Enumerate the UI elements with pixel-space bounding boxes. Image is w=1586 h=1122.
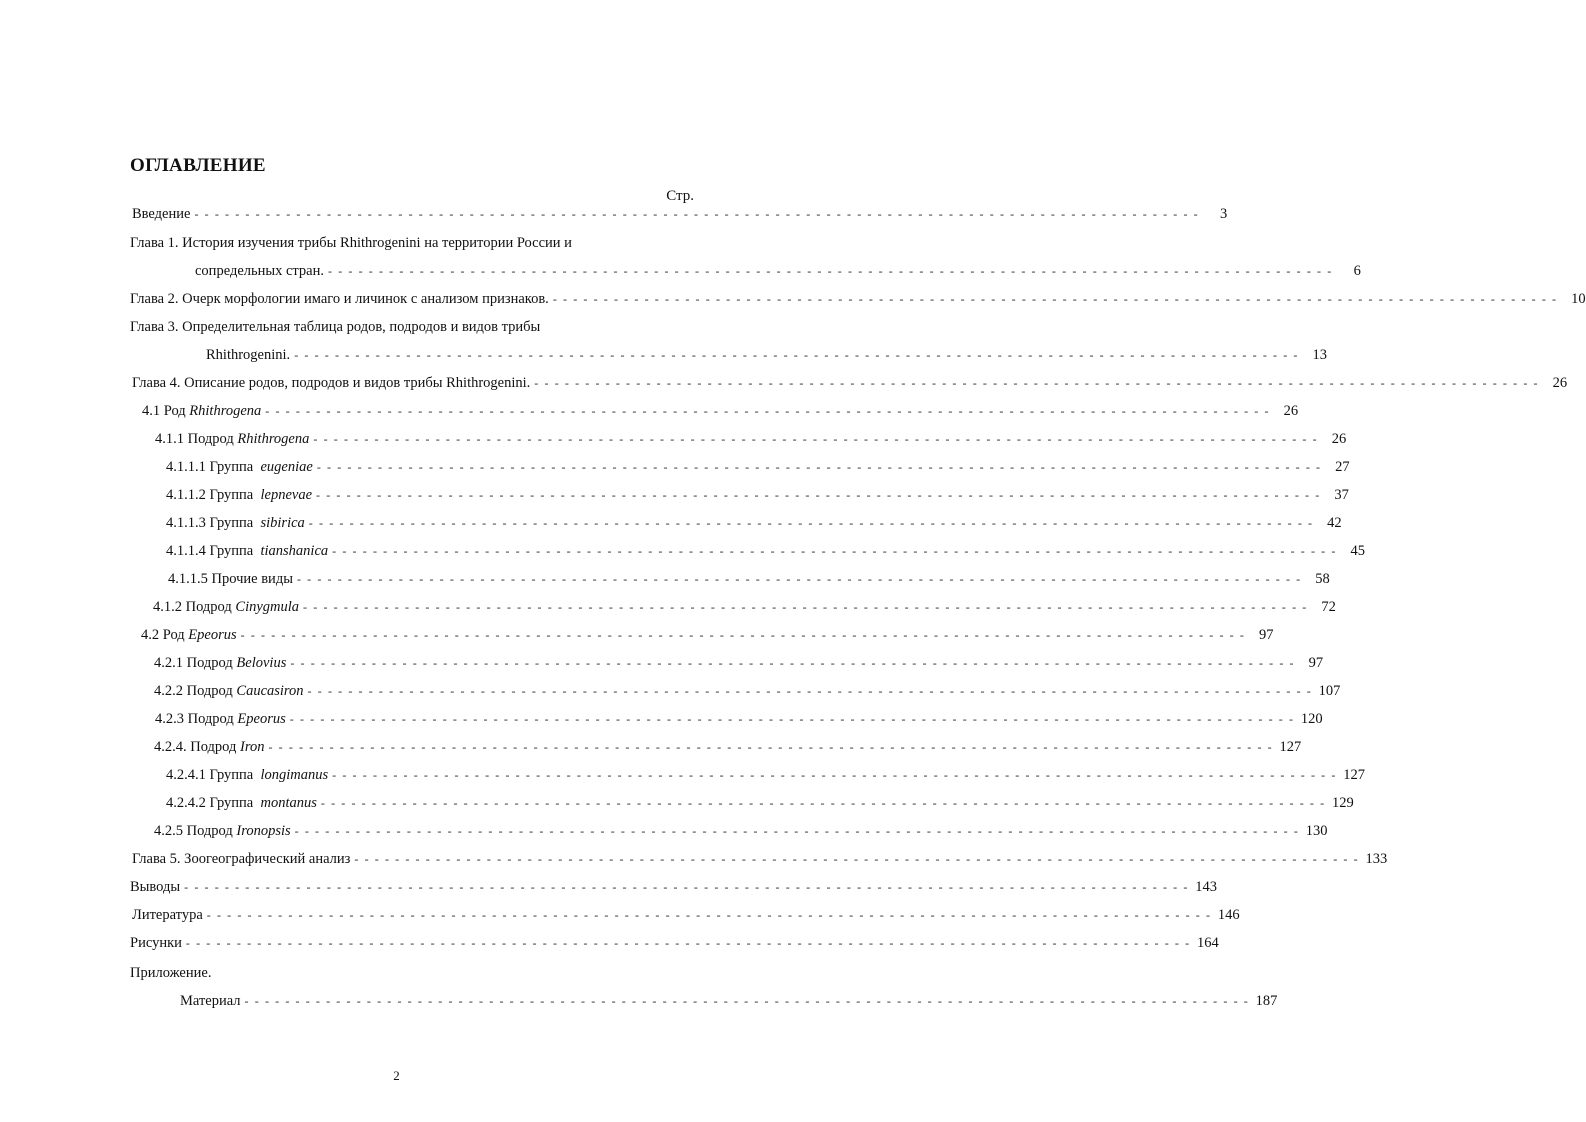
- toc-entry-page: 26: [1283, 403, 1299, 419]
- toc-entry-label: Введение: [132, 206, 191, 222]
- dot-leader: - - - - - - - - - - - - - - - - - - - - - - - - - - - - - - - - - - - - - - - - - - - - - - - - - - - - - - - - - - - - - - - - - - - - - - - - - - - - - - - - - - - - - - - - - - - - - - - - - - -: [320, 796, 1326, 810]
- taxon-name: Belovius: [236, 655, 287, 671]
- toc-entry-label: Рисунки: [130, 935, 182, 951]
- dot-leader: - - - - - - - - - - - - - - - - - - - - - - - - - - - - - - - - - - - - - - - - - - - - - - - - - - - - - - - - - - - - - - - - - - - - - - - - - - - - - - - - - - - - - - - - - - - - - - - - - - -: [308, 516, 1314, 530]
- toc-entry-page: 97: [1258, 627, 1274, 643]
- toc-entry-label: 4.1.1.3 Группа sibirica: [166, 515, 305, 531]
- toc-entry-4-2-2[interactable]: [154, 683, 1341, 705]
- toc-entry-label: 4.2.1 Подрод Belovius: [154, 655, 287, 671]
- toc-entry-ch2[interactable]: [130, 291, 1586, 313]
- toc-entry-label: 4.1.1.1 Группа eugeniae: [166, 459, 313, 475]
- toc-entry-4-1-1-2[interactable]: [166, 487, 1349, 509]
- toc-entry-label: Глава 2. Очерк морфологии имаго и личинок с анализом признаков.: [130, 291, 549, 307]
- toc-entry-page: 129: [1331, 795, 1354, 811]
- toc-entry-label: Глава 5. Зоогеографический анализ: [132, 851, 351, 867]
- dot-leader: - - - - - - - - - - - - - - - - - - - - - - - - - - - - - - - - - - - - - - - - - - - - - - - - - - - - - - - - - - - - - - - - - - - - - - - - - - - - - - - - - - - - - - - - - - - - - - - - - - -: [552, 292, 1558, 306]
- toc-entry-page: 6: [1353, 263, 1361, 279]
- taxon-name: tianshanica: [260, 543, 329, 559]
- page-title: ОГЛАВЛЕНИЕ: [130, 155, 266, 176]
- dot-leader: - - - - - - - - - - - - - - - - - - - - - - - - - - - - - - - - - - - - - - - - - - - - - - - - - - - - - - - - - - - - - - - - - - - - - - - - - - - - - - - - - - - - - - - - - - - - - - - - - - -: [268, 740, 1274, 754]
- toc-entry-label: 4.1.2 Подрод Cinygmula: [153, 599, 300, 615]
- toc-entry-label: 4.2.4.1 Группа longimanus: [166, 767, 329, 783]
- taxon-name: Epeorus: [237, 711, 286, 727]
- toc-entry-label: 4.1.1.4 Группа tianshanica: [166, 543, 329, 559]
- dot-leader: - - - - - - - - - - - - - - - - - - - - - - - - - - - - - - - - - - - - - - - - - - - - - - - - - - - - - - - - - - - - - - - - - - - - - - - - - - - - - - - - - - - - - - - - - - - - - - - - - - -: [240, 628, 1246, 642]
- taxon-name: Rhithrogena: [189, 403, 262, 419]
- dot-leader: - - - - - - - - - - - - - - - - - - - - - - - - - - - - - - - - - - - - - - - - - - - - - - - - - - - - - - - - - - - - - - - - - - - - - - - - - - - - - - - - - - - - - - - - - - - - - - - - - - -: [316, 488, 1321, 502]
- toc-entry-label: 4.2.5 Подрод Ironopsis: [154, 823, 291, 839]
- taxon-name: Caucasiron: [236, 683, 304, 699]
- toc-entry-4-1-1-5[interactable]: [168, 571, 1330, 593]
- dot-leader: - - - - - - - - - - - - - - - - - - - - - - - - - - - - - - - - - - - - - - - - - - - - - - - - - - - - - - - - - - - - - - - - - - - - - - - - - - - - - - - - - - - - - - - - - - - - - - - - - - -: [244, 994, 1250, 1008]
- dot-leader: - - - - - - - - - - - - - - - - - - - - - - - - - - - - - - - - - - - - - - - - - - - - - - - - - - - - - - - - - - - - - - - - - - - - - - - - - - - - - - - - - - - - - - - - - - - - - - - - - - -: [534, 376, 1540, 390]
- toc-entry-label: 4.1.1 Подрод Rhithrogena: [155, 431, 310, 447]
- toc-entry-label: 4.2 Род Epeorus: [141, 627, 237, 643]
- toc-entry-page: 58: [1315, 571, 1330, 587]
- dot-leader: - - - - - - - - - - - - - - - - - - - - - - - - - - - - - - - - - - - - - - - - - - - - - - - - - - - - - - - - - - - - - - - - - - - - - - - - - - - - - - - - - - - - - - - - - - - - - - - - - - -: [289, 712, 1295, 726]
- toc-entry-page: 27: [1335, 459, 1350, 475]
- dot-leader: - - - - - - - - - - - - - - - - - - - - - - - - - - - - - - - - - - - - - - - - - - - - - - - - - - - - - - - - - - - - - - - - - - - - - - - - - - - - - - - - - - - - - - - - - - - - - - - - - - -: [303, 600, 1308, 614]
- toc-entry-label: Литература: [132, 907, 203, 923]
- toc-entry-ch4[interactable]: [132, 375, 1568, 397]
- dot-leader: - - - - - - - - - - - - - - - - - - - - - - - - - - - - - - - - - - - - - - - - - - - - - - - - - - - - - - - - - - - - - - - - - - - - - - - - - - - - - - - - - - - - - - - - - - - - - - - - - - -: [185, 936, 1191, 950]
- taxon-name: longimanus: [260, 767, 329, 783]
- toc-entry-page: 146: [1217, 907, 1240, 923]
- toc-entry-ch1-line1: Глава 1. История изучения трибы Rhithrogenini на территории России и: [130, 235, 572, 251]
- toc-entry-material[interactable]: [180, 993, 1278, 1015]
- taxon-name: Ironopsis: [236, 823, 291, 839]
- toc-entry-page: 3: [1220, 206, 1228, 222]
- toc-entry-label: 4.2.4.2 Группа montanus: [166, 795, 317, 811]
- toc-entry-4-1-2[interactable]: [153, 599, 1336, 621]
- dot-leader: - - - - - - - - - - - - - - - - - - - - - - - - - - - - - - - - - - - - - - - - - - - - - - - - - - - - - - - - - - - - - - - - - - - - - - - - - - - - - - - - - - - - - - - - - - - - - - - - - - -: [206, 908, 1212, 922]
- toc-entry-label: 4.1 Род Rhithrogena: [142, 403, 262, 419]
- dot-leader: - - - - - - - - - - - - - - - - - - - - - - - - - - - - - - - - - - - - - - - - - - - - - - - - - - - - - - - - - - - - - - - - - - - - - - - - - - - - - - - - - - - - - - - - - - - - - - - - - - -: [354, 852, 1360, 866]
- dot-leader: - - - - - - - - - - - - - - - - - - - - - - - - - - - - - - - - - - - - - - - - - - - - - - - - - - - - - - - - - - - - - - - - - - - - - - - - - - - - - - - - - - - - - - - - - - - - - - - - - - -: [290, 656, 1296, 670]
- toc-entry-page: 26: [1552, 375, 1568, 391]
- dot-leader: - - - - - - - - - - - - - - - - - - - - - - - - - - - - - - - - - - - - - - - - - - - - - - - - - - - - - - - - - - - - - - - - - - - - - - - - - - - - - - - - - - - - - - - - - - - - - - - - - - -: [332, 768, 1337, 782]
- toc-entry-label: Выводы: [130, 879, 181, 895]
- taxon-name: sibirica: [260, 515, 305, 531]
- toc-entry-page: 133: [1365, 851, 1388, 867]
- toc-entry-4-1-1-1[interactable]: [166, 459, 1350, 481]
- toc-entry-label: Rhithrogenini.: [206, 347, 291, 363]
- toc-entry-label: сопредельных стран.: [195, 263, 324, 279]
- toc-entry-label: Материал: [180, 993, 241, 1009]
- toc-entry-conclusions[interactable]: [130, 879, 1217, 901]
- dot-leader: - - - - - - - - - - - - - - - - - - - - - - - - - - - - - - - - - - - - - - - - - - - - - - - - - - - - - - - - - - - - - - - - - - - - - - - - - - - - - - - - - - - - - - - - - - - - - - - - - - -: [332, 544, 1337, 558]
- toc-entry-page: 107: [1318, 683, 1341, 699]
- dot-leader: - - - - - - - - - - - - - - - - - - - - - - - - - - - - - - - - - - - - - - - - - - - - - - - - - - - - - - - - - - - - - - - - - - - - - - - - - - - - - - - - - - - - - - - - - - - - - - - - - - -: [294, 824, 1300, 838]
- toc-entry-4-2-5[interactable]: [154, 823, 1328, 845]
- toc-entry-page: 143: [1195, 879, 1217, 895]
- toc-entry-4-2-3[interactable]: [155, 711, 1323, 733]
- taxon-name: Iron: [240, 739, 265, 755]
- toc-entry-ch5[interactable]: [132, 851, 1388, 873]
- dot-leader: - - - - - - - - - - - - - - - - - - - - - - - - - - - - - - - - - - - - - - - - - - - - - - - - - - - - - - - - - - - - - - - - - - - - - - - - - - - - - - - - - - - - - - - - - - - - - - - - - - -: [265, 404, 1271, 418]
- dot-leader: - - - - - - - - - - - - - - - - - - - - - - - - - - - - - - - - - - - - - - - - - - - - - - - - - - - - - - - - - - - - - - - - - - - - - - - - - - - - - - - - - - - - - - - - - - - - - - - - - - -: [184, 880, 1189, 894]
- toc-entry-page: 10: [1571, 291, 1586, 307]
- taxon-name: Rhithrogena: [237, 431, 310, 447]
- toc-entry-page: 97: [1308, 655, 1324, 671]
- page-number: 2: [393, 1068, 400, 1083]
- toc-entry-4-1-1-3[interactable]: [166, 515, 1342, 537]
- page-column-header: Стр.: [666, 188, 694, 204]
- dot-leader: - - - - - - - - - - - - - - - - - - - - - - - - - - - - - - - - - - - - - - - - - - - - - - - - - - - - - - - - - - - - - - - - - - - - - - - - - - - - - - - - - - - - - - - - - - - - - - - - - - -: [313, 432, 1319, 446]
- toc-entry-4-2-4[interactable]: [154, 739, 1302, 761]
- toc-entry-4-2-1[interactable]: [154, 655, 1324, 677]
- toc-entry-intro[interactable]: [132, 206, 1228, 228]
- toc-entry-literature[interactable]: [132, 907, 1240, 929]
- toc-entry-ch3-line1: Глава 3. Определительная таблица родов, подродов и видов трибы: [130, 319, 541, 335]
- toc-entry-page: 45: [1350, 543, 1365, 559]
- taxon-name: Cinygmula: [235, 599, 300, 615]
- toc-entry-page: 130: [1305, 823, 1328, 839]
- dot-leader: - - - - - - - - - - - - - - - - - - - - - - - - - - - - - - - - - - - - - - - - - - - - - - - - - - - - - - - - - - - - - - - - - - - - - - - - - - - - - - - - - - - - - - - - - - - - - - - - - - -: [328, 264, 1333, 278]
- toc-entry-label: 4.2.2 Подрод Caucasiron: [154, 683, 304, 699]
- toc-entry-4-2[interactable]: [141, 627, 1274, 649]
- toc-entry-page: 72: [1321, 599, 1336, 615]
- taxon-name: lepnevae: [260, 487, 313, 503]
- taxon-name: Epeorus: [188, 627, 237, 643]
- toc-entry-label: 4.2.3 Подрод Epeorus: [155, 711, 286, 727]
- toc-entry-page: 37: [1334, 487, 1349, 503]
- toc-entry-4-2-4-2[interactable]: [166, 795, 1354, 817]
- toc-entry-page: 120: [1300, 711, 1323, 727]
- toc-entry-appendix: Приложение.: [130, 965, 212, 981]
- toc-entry-4-1[interactable]: [142, 403, 1299, 425]
- toc-entry-page: 127: [1279, 739, 1302, 755]
- toc-entry-4-2-4-1[interactable]: [166, 767, 1365, 789]
- toc-entry-page: 13: [1312, 347, 1327, 363]
- toc-entry-page: 26: [1331, 431, 1347, 447]
- taxon-name: montanus: [260, 795, 317, 811]
- toc-entry-figures[interactable]: [130, 935, 1219, 957]
- toc-entry-label: 4.1.1.2 Группа lepnevae: [166, 487, 313, 503]
- dot-leader: - - - - - - - - - - - - - - - - - - - - - - - - - - - - - - - - - - - - - - - - - - - - - - - - - - - - - - - - - - - - - - - - - - - - - - - - - - - - - - - - - - - - - - - - - - - - - - - - - - -: [294, 348, 1299, 362]
- toc-entry-4-1-1[interactable]: [155, 431, 1347, 453]
- dot-leader: - - - - - - - - - - - - - - - - - - - - - - - - - - - - - - - - - - - - - - - - - - - - - - - - - - - - - - - - - - - - - - - - - - - - - - - - - - - - - - - - - - - - - - - - - - - - - - - - - - -: [316, 460, 1322, 474]
- toc-entry-4-1-1-4[interactable]: [166, 543, 1365, 565]
- toc-entry-page: 164: [1196, 935, 1219, 951]
- toc-entry-page: 187: [1255, 993, 1278, 1009]
- toc-entry-label: Глава 4. Описание родов, подродов и видов трибы Rhithrogenini.: [132, 375, 531, 391]
- toc-entry-label: 4.2.4. Подрод Iron: [154, 739, 265, 755]
- toc-entry-ch1[interactable]: [195, 263, 1361, 285]
- dot-leader: - - - - - - - - - - - - - - - - - - - - - - - - - - - - - - - - - - - - - - - - - - - - - - - - - - - - - - - - - - - - - - - - - - - - - - - - - - - - - - - - - - - - - - - - - - - - - - - - - - -: [296, 572, 1302, 586]
- toc-entry-page: 42: [1327, 515, 1342, 531]
- dot-leader: - - - - - - - - - - - - - - - - - - - - - - - - - - - - - - - - - - - - - - - - - - - - - - - - - - - - - - - - - - - - - - - - - - - - - - - - - - - - - - - - - - - - - - - - - - - - - - - - - - -: [307, 684, 1313, 698]
- taxon-name: eugeniae: [260, 459, 313, 475]
- dot-leader: - - - - - - - - - - - - - - - - - - - - - - - - - - - - - - - - - - - - - - - - - - - - - - - - - - - - - - - - - - - - - - - - - - - - - - - - - - - - - - - - - - - - - - - - - - - - - - - - - - -: [194, 207, 1200, 221]
- toc-entry-ch3[interactable]: [206, 347, 1327, 369]
- toc-entry-label: 4.1.1.5 Прочие виды: [168, 571, 293, 587]
- toc-entry-page: 127: [1343, 767, 1365, 783]
